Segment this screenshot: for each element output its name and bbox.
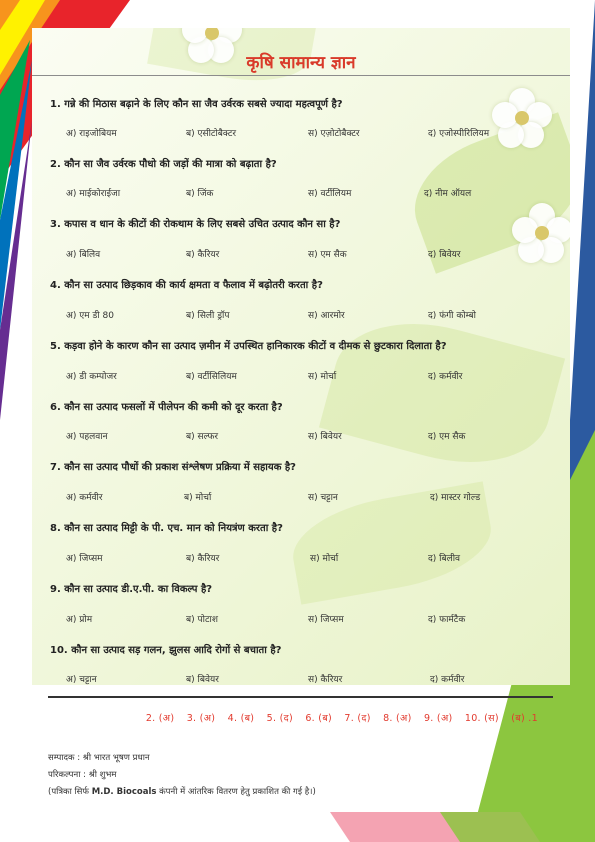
option-a: अ) कर्मवीर (66, 493, 103, 503)
page-title: कृषि सामान्य ज्ञान (246, 53, 356, 73)
brand-name: M.D. Biocoals (91, 787, 157, 797)
option-c: स) मोर्चा (308, 372, 337, 382)
question-text: 6. कौन सा उत्पाद फसलों में पीलेपन की कमी को दूर करता है? (50, 402, 283, 413)
option-d: द) नीम ऑयल (424, 189, 472, 199)
answer-6: 6. (ब) (305, 713, 333, 724)
answer-9: 9. (अ) (423, 713, 453, 724)
option-d: द) एम सैक (428, 432, 466, 442)
option-a: अ) माईकोराईजा (66, 189, 121, 199)
option-c: स) आरमोर (308, 311, 345, 321)
option-b: ब) एसीटोबैक्टर (186, 129, 237, 139)
option-d: द) एजोस्पीरिलियम (428, 129, 490, 139)
answer-8: 8. (अ) (383, 713, 412, 724)
question-text: 5. कड़वा होने के कारण कौन सा उत्पाद ज़मीन में उपस्थित हानिकारक कीटों व दीमक से छुटकारा दिलाता है? (50, 341, 447, 352)
option-c: स) मोर्चा (310, 554, 339, 564)
answer-2: 2. (अ) (145, 713, 175, 724)
option-b: ब) कैरियर (186, 554, 220, 564)
option-b: ब) वर्टीसिलियम (186, 372, 237, 382)
leaf-decoration (319, 302, 565, 485)
question-text: 9. कौन सा उत्पाद डी.ए.पी. का विकल्प है? (50, 584, 213, 595)
option-d: द) कर्मवीर (428, 372, 463, 382)
answer-key (68, 711, 538, 724)
answer-divider (48, 696, 553, 698)
option-c: स) वर्टीलियम (308, 189, 352, 199)
question-text: 10. कौन सा उत्पाद सड़ गलन, झुलस आदि रोगों से बचाता है? (50, 645, 282, 656)
option-b: ब) कैरियर (186, 250, 220, 260)
concept-credit: परिकल्पना : श्री शुभम (48, 770, 117, 780)
option-b: ब) जिंक (186, 189, 214, 199)
editor-credit: सम्पादक : श्री भारत भूषण प्रधान (48, 753, 150, 763)
option-c: स) कैरियर (308, 675, 343, 685)
option-a: अ) चट्टान (66, 675, 97, 685)
option-d: द) कर्मवीर (430, 675, 465, 685)
option-a: अ) राइजोबियम (66, 129, 117, 139)
option-b: ब) पोटाश (186, 615, 218, 625)
quiz-panel (32, 28, 570, 685)
title-divider (32, 75, 570, 76)
distribution-note (48, 786, 316, 797)
answer-10: 10. (स) (464, 713, 499, 724)
question-text: 1. गन्ने की मिठास बढ़ाने के लिए कौन सा जैव उर्वरक सबसे ज्यादा महत्वपूर्ण है? (50, 99, 343, 110)
option-a: अ) जिप्सम (66, 554, 103, 564)
option-a: अ) बिलिव (66, 250, 101, 260)
question-text: 7. कौन सा उत्पाद पौधों की प्रकाश संश्लेषण प्रक्रिया में सहायक है? (50, 462, 296, 473)
question-text: 2. कौन सा जैव उर्वरक पौधो की जड़ों की मात्रा को बढ़ाता है? (50, 159, 277, 170)
option-b: ब) बिवेयर (186, 675, 219, 685)
flower-decoration (492, 88, 552, 148)
option-d: द) बिलीव (428, 554, 461, 564)
option-a: अ) एम डी 80 (66, 311, 114, 321)
flower-decoration (512, 203, 570, 263)
option-c: स) चट्टान (308, 493, 338, 503)
option-b: ब) मोर्चा (184, 493, 212, 503)
option-a: अ) पहलवान (66, 432, 108, 442)
question-text: 8. कौन सा उत्पाद मिट्टी के पी. एच. मान को नियत्रंण करता है? (50, 523, 283, 534)
option-c: स) जिप्सम (308, 615, 344, 625)
option-d: द) फार्मटैक (428, 615, 466, 625)
answer-7: 7. (द) (344, 713, 371, 724)
answer-4: 4. (ब) (227, 713, 255, 724)
option-d: द) बिवेयर (428, 250, 461, 260)
answer-1: 1. (ब) (511, 713, 538, 724)
option-d: द) मास्टर गोल्ड (430, 493, 481, 503)
question-text: 4. कौन सा उत्पाद छिड़काव की कार्य क्षमता व फैलाव में बढ़ोतरी करता है? (50, 280, 323, 291)
option-d: द) फंगी कोम्बो (428, 311, 476, 321)
option-a: अ) प्रोम (66, 615, 93, 625)
note-prefix: (पत्रिका सिर्फ (48, 787, 89, 797)
answer-3: 3. (अ) (186, 713, 216, 724)
option-a: अ) डी कम्पोजर (66, 372, 117, 382)
option-c: स) बिवेयर (308, 432, 342, 442)
answer-5: 5. (द) (266, 713, 293, 724)
option-c: स) एम सैक (308, 250, 347, 260)
question-text: 3. कपास व धान के कीटों की रोकथाम के लिए सबसे उचित उत्पाद कौन सा है? (50, 219, 341, 230)
option-b: ब) सल्फर (186, 432, 219, 442)
option-c: स) एज़ोटोबैक्टर (308, 129, 360, 139)
option-b: ब) सिली ड्रॉप (186, 311, 230, 321)
note-suffix: कंपनी में आंतरिक वितरण हेतु प्रकाशित की गई है।) (159, 787, 316, 797)
